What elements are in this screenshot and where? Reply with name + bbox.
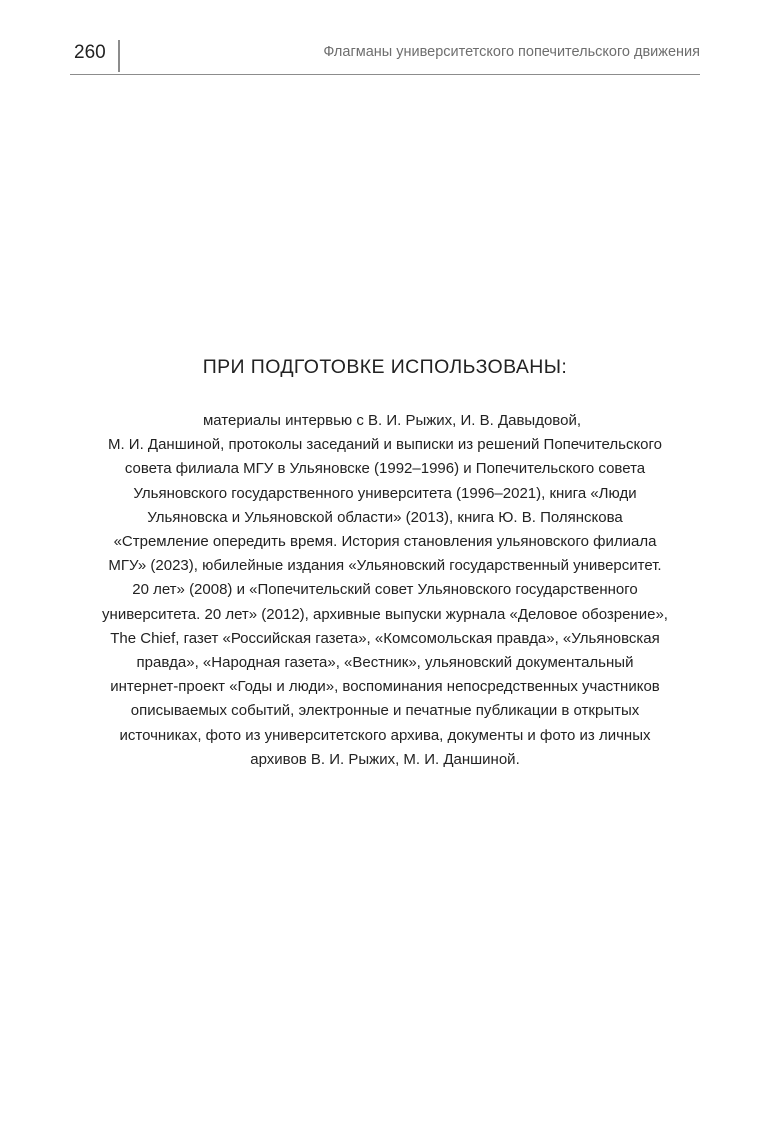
paragraph-line: правда», «Народная газета», «Вестник», ульяновский документальный [136, 654, 634, 672]
paragraph-line: М. И. Даншиной, протоколы заседаний и выписки из решений Попечительского [107, 436, 663, 454]
paragraph-line: архивов В. И. Рыжих, М. И. Даншиной. [250, 750, 520, 768]
paragraph-line: описываемых событий, электронные и печатные публикации в открытых [130, 702, 640, 720]
paragraph-line: Ульяновского государственного университета (1996–2021), книга «Люди [133, 484, 637, 502]
paragraph-line: Ульяновска и Ульяновской области» (2013), книга Ю. В. Полянскова [147, 508, 623, 526]
paragraph-line: «Стремление опередить время. История становления ульяновского филиала [113, 533, 657, 551]
sources-paragraph [70, 409, 700, 772]
page-number: 260 [74, 42, 106, 63]
paragraph-line: источниках, фото из университетского архива, документы и фото из личных [119, 726, 651, 744]
header-divider [118, 40, 120, 72]
paragraph-line: интернет-проект «Годы и люди», воспоминания непосредственных участников [110, 678, 660, 696]
paragraph-line: материалы интервью с В. И. Рыжих, И. В. Давыдовой, [202, 412, 582, 429]
page-header [70, 38, 700, 75]
paragraph-line: The Chief, газет «Российская газета», «Комсомольская правда», «Ульяновская [110, 629, 660, 647]
section-heading: ПРИ ПОДГОТОВКЕ ИСПОЛЬЗОВАНЫ: [202, 356, 568, 378]
paragraph-line: совета филиала МГУ в Ульяновске (1992–1996) и Попечительского совета [124, 460, 646, 478]
paragraph-line: МГУ» (2023), юбилейные издания «Ульяновский государственный университет. [108, 557, 662, 575]
paragraph-line: университета. 20 лет» (2012), архивные выпуски журнала «Деловое обозрение», [102, 605, 668, 623]
paragraph-line: 20 лет» (2008) и «Попечительский совет Ульяновского государственного [132, 581, 638, 599]
running-title: Флагманы университетского попечительского движения [323, 44, 700, 60]
